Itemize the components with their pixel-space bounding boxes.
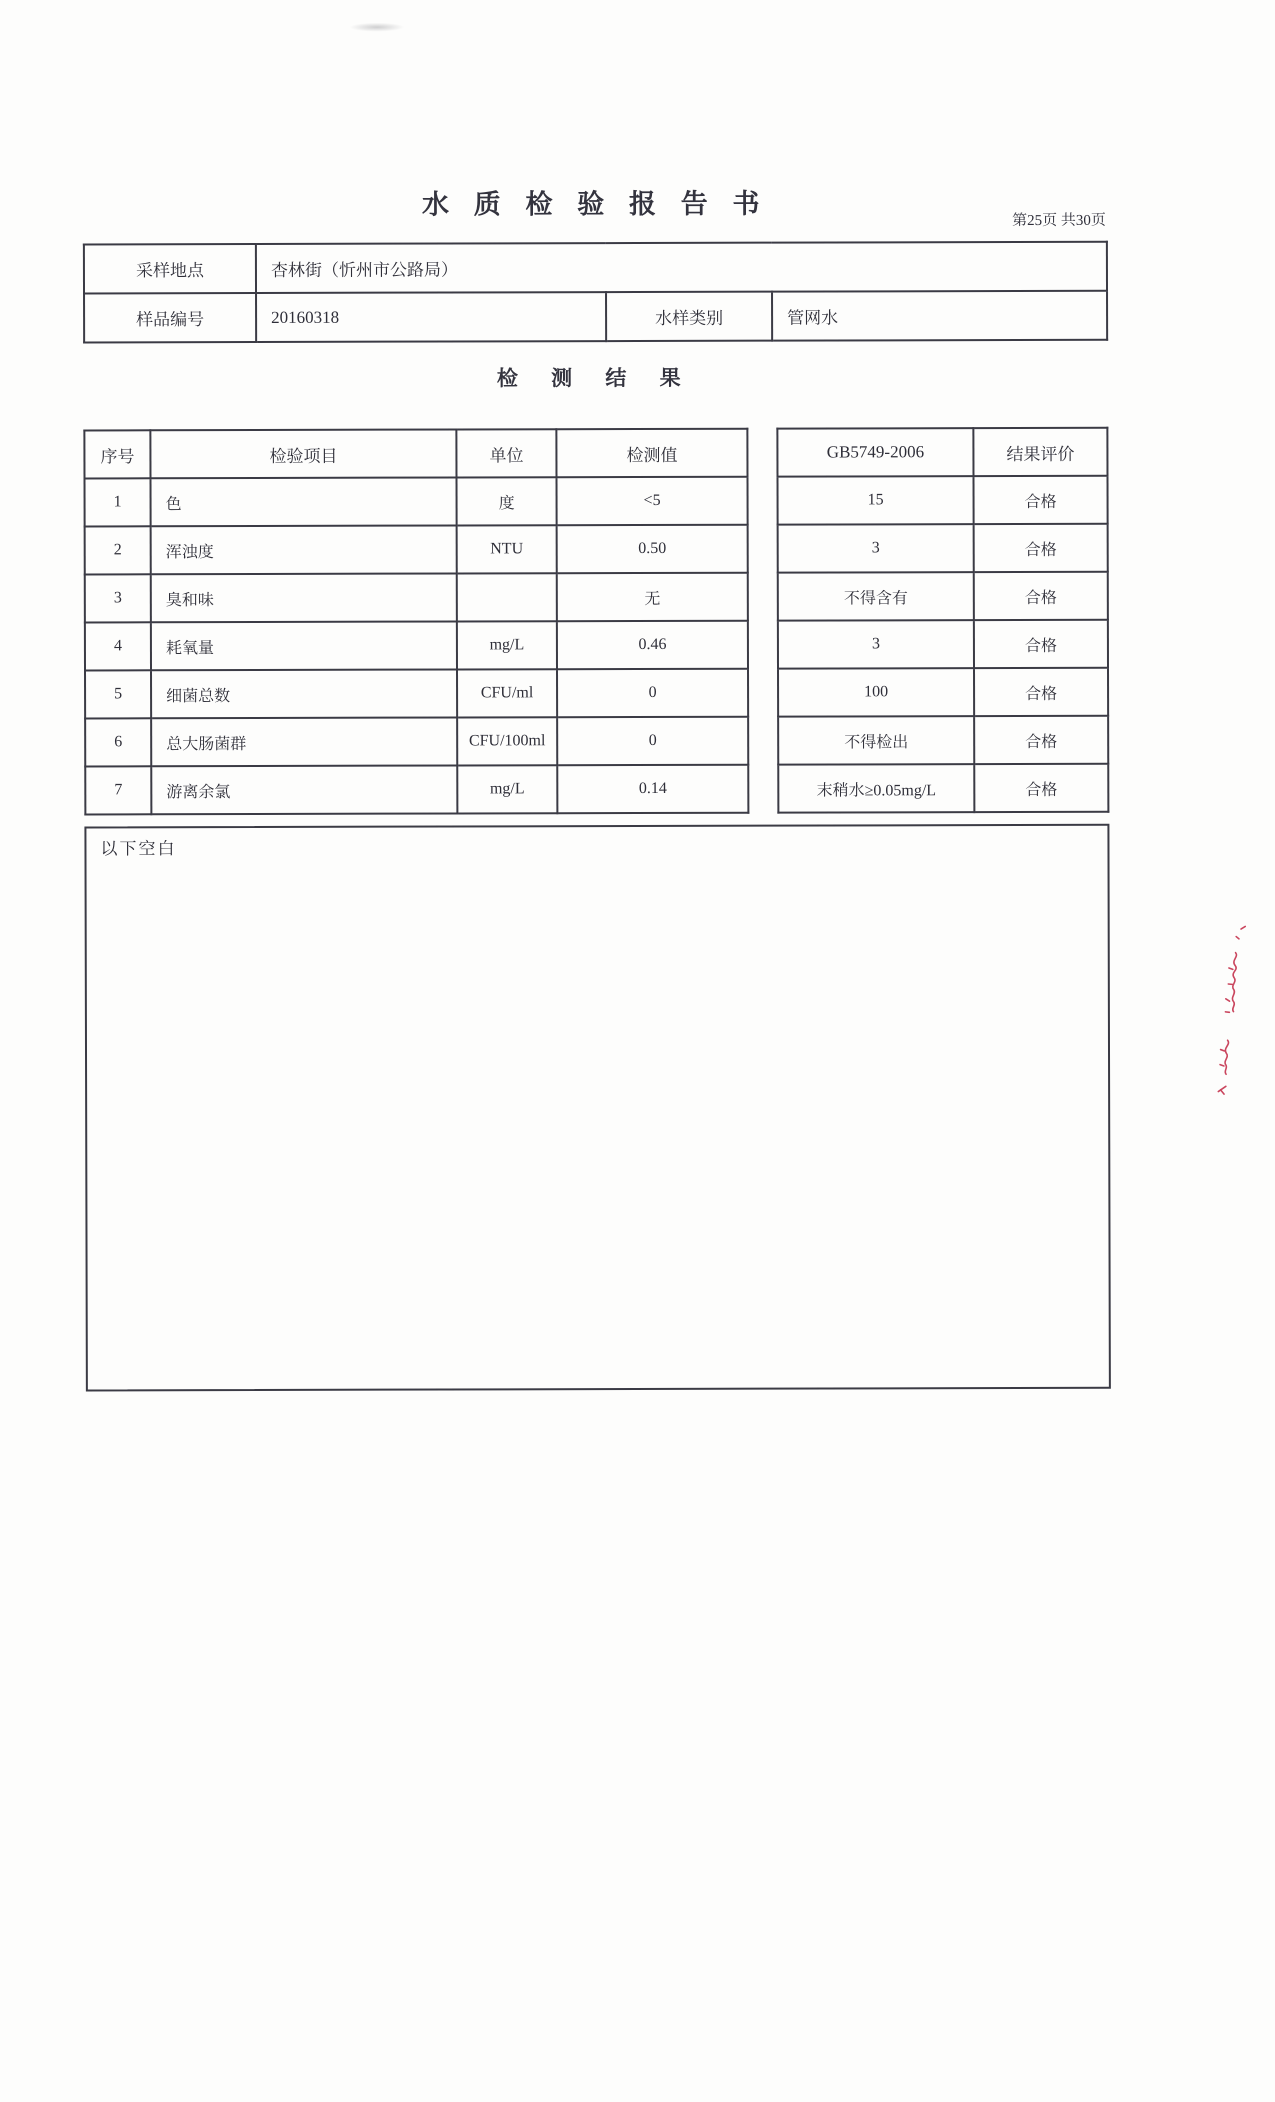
red-ink-marks-icon	[1206, 921, 1255, 1113]
sample-type-label: 水样类别	[606, 292, 772, 341]
table-row	[777, 476, 1107, 525]
row-value: 0	[557, 669, 748, 717]
sampling-location-value: 杏林街（忻州市公路局）	[256, 242, 1107, 293]
table-row	[85, 621, 748, 671]
row-value: 0.50	[557, 525, 748, 573]
results-table-right	[776, 427, 1109, 814]
table-row	[778, 572, 1108, 621]
row-evaluation: 合格	[973, 476, 1107, 524]
table-row	[84, 291, 1107, 343]
table-row	[778, 668, 1108, 717]
col-header-standard: GB5749-2006	[777, 428, 973, 477]
row-standard: 100	[778, 668, 974, 717]
row-item: 臭和味	[151, 573, 457, 622]
row-no: 3	[85, 574, 151, 622]
row-no: 6	[85, 718, 151, 766]
row-unit: 度	[457, 477, 557, 525]
row-unit: NTU	[457, 525, 557, 573]
sample-number-label: 样品编号	[84, 293, 256, 342]
table-row	[778, 620, 1108, 669]
row-evaluation: 合格	[974, 524, 1108, 572]
table-row	[85, 717, 748, 767]
table-row	[85, 477, 748, 527]
row-unit: mg/L	[457, 621, 557, 669]
row-value: 0	[557, 717, 748, 765]
sample-number-value: 20160318	[256, 292, 606, 342]
row-item: 游离余氯	[151, 765, 457, 814]
row-standard: 不得含有	[778, 572, 974, 621]
report-title: 水 质 检 验 报 告 书	[421, 188, 769, 220]
row-no: 1	[85, 478, 151, 526]
sample-info-table	[83, 241, 1108, 344]
table-row	[84, 242, 1107, 294]
row-standard: 3	[778, 620, 974, 669]
row-evaluation: 合格	[974, 764, 1108, 812]
section-heading: 检 测 结 果	[496, 365, 695, 391]
row-evaluation: 合格	[974, 716, 1108, 764]
table-row	[85, 573, 748, 623]
row-standard: 末稍水≥0.05mg/L	[778, 764, 974, 813]
row-standard: 15	[777, 476, 973, 525]
row-unit: CFU/100ml	[457, 717, 557, 765]
sample-type-value: 管网水	[772, 291, 1107, 341]
blank-remainder-box	[84, 824, 1110, 1392]
table-row	[778, 764, 1108, 813]
row-item: 耗氧量	[151, 621, 457, 670]
row-no: 7	[85, 766, 151, 814]
row-no: 2	[85, 526, 151, 574]
row-value: 无	[557, 573, 748, 621]
table-row	[778, 716, 1108, 765]
row-value: 0.46	[557, 621, 748, 669]
table-row	[778, 524, 1108, 573]
results-table-left	[83, 428, 749, 816]
row-item: 总大肠菌群	[151, 717, 457, 766]
row-item: 浑浊度	[151, 525, 457, 574]
sampling-location-label: 采样地点	[84, 244, 256, 293]
row-unit: mg/L	[457, 765, 557, 813]
table-header-row	[777, 428, 1107, 477]
scan-smudge	[349, 23, 404, 32]
row-value: <5	[557, 477, 748, 525]
blank-note: 以下空白	[100, 839, 177, 859]
row-no: 4	[85, 622, 151, 670]
row-item: 色	[151, 477, 457, 526]
table-row	[85, 669, 748, 719]
col-header-no: 序号	[84, 430, 150, 478]
row-evaluation: 合格	[974, 620, 1108, 668]
col-header-item: 检验项目	[150, 429, 456, 478]
table-row	[85, 765, 748, 815]
row-value: 0.14	[557, 765, 748, 813]
row-standard: 3	[778, 524, 974, 573]
page-number: 第25页 共30页	[1012, 212, 1106, 230]
table-header-row	[84, 429, 747, 479]
row-item: 细菌总数	[151, 669, 457, 718]
table-row	[85, 525, 748, 575]
col-header-evaluation: 结果评价	[973, 428, 1107, 476]
row-unit: CFU/ml	[457, 669, 557, 717]
row-standard: 不得检出	[778, 716, 974, 765]
row-evaluation: 合格	[974, 668, 1108, 716]
col-header-unit: 单位	[456, 429, 556, 477]
row-evaluation: 合格	[974, 572, 1108, 620]
row-no: 5	[85, 670, 151, 718]
col-header-value: 检测值	[556, 429, 747, 477]
row-unit	[457, 573, 557, 621]
